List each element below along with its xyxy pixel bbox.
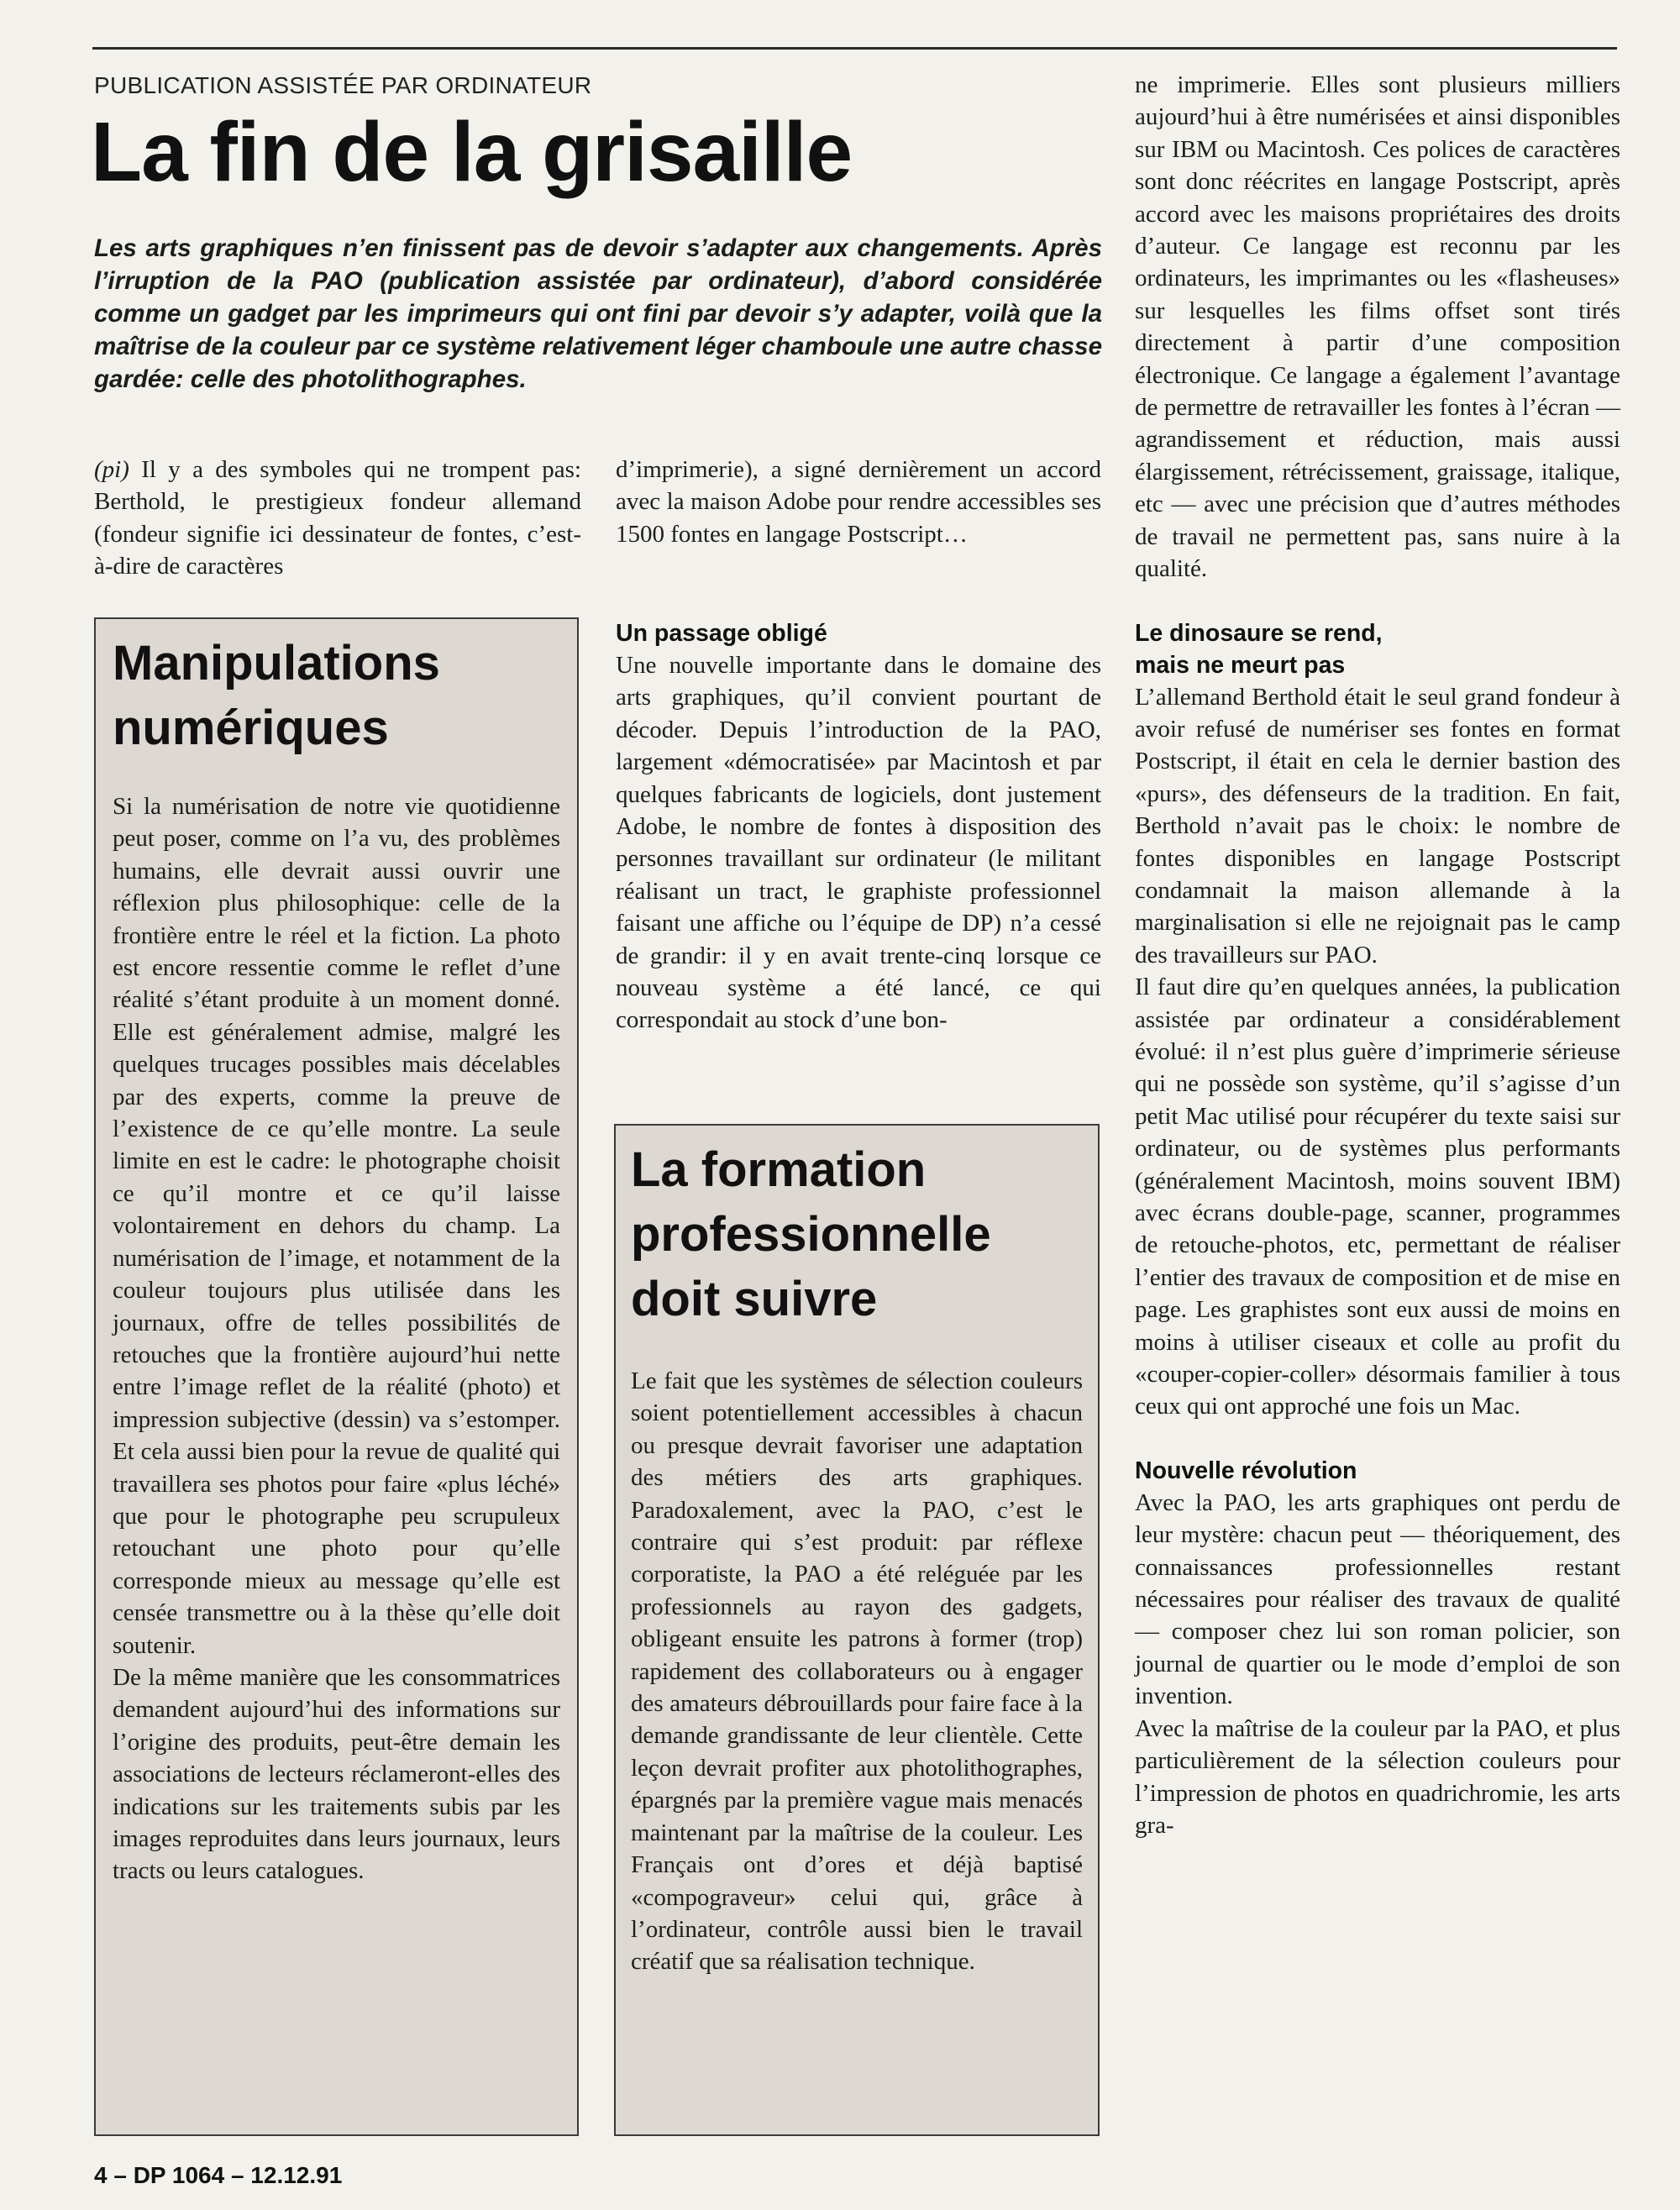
heading-nouvelle-revolution: Nouvelle révolution xyxy=(1135,1457,1357,1484)
box-manipulations-paragraph-1: Si la numérisation de notre vie quotidienne peut poser, comme on l’a vu, des problèmes humains, elle devrait aussi ouvrir une réflexion plus philosophique: celle de la frontière entre le réel et la fiction. La photo est encore ressentie comme le reflet d’une réalité s’étant produite à un moment donné. Elle est généralement admise, malgré les quelques trucages possibles mais décelables par des experts, comme la preuve de l’existence de ce qu’elle montre. La seule limite en est le cadre: le photographe choisit ce qu’il montre et ce qu’il laisse volontairement en dehors du champ. La numérisation de l’image, et notamment de la couleur toujours plus utilisée dans les journaux, offre de telles possibilités de retouches que la frontière aujourd’hui nette entre l’image reflet de la réalité (photo) et impression subjective (dessin) va s’estomper. Et cela aussi bien pour la revue de qualité qui travaillera ses photos pour faire «plus léché» que pour le photographe peu scrupuleux retouchant une photo pour qu’elle corresponde mieux au message qu’elle est censée transmettre ou à la thèse qu’elle doit soutenir. xyxy=(113,793,560,1659)
section-kicker: PUBLICATION ASSISTÉE PAR ORDINATEUR xyxy=(94,72,592,98)
heading-dinosaure-line-2: mais ne meurt pas xyxy=(1135,651,1346,679)
spacer xyxy=(1135,585,1620,617)
sidebar-box-formation xyxy=(614,1124,1100,2136)
box-manipulations-paragraph-2: De la même manière que les consommatrices demandent aujourd’hui des informations sur l’origine des produits, peut-être demain les associations de lecteurs réclameront-elles des indications sur les traitements subis par les images reproduites dans leurs journaux, leurs tracts ou leurs catalogues. xyxy=(113,1663,560,1885)
column-3 xyxy=(1135,69,1620,1841)
heading-passage-oblige: Un passage obligé xyxy=(616,620,827,647)
passage-section xyxy=(616,617,1101,1037)
box-title-manipulations: Manipulations numériques xyxy=(113,636,440,755)
author-byline: (pi) xyxy=(94,456,129,483)
continuation-paragraph: ne imprimerie. Elles sont plusieurs milliers aujourd’hui à être numérisées et ainsi disponibles sur IBM ou Macintosh. Ces polices de caractères sont donc réécrites en langage Postscript, après accord avec les maisons propriétaires des droits d’auteur. Ce langage est reconnu par les ordinateurs, les imprimantes ou les «flasheuses» sur lesquelles les films offset sont tirés directement à partir d’une composition électronique. Ce langage a également l’avantage de permettre de retravailler les fontes à l’écran — agrandissement et réduction, mais aussi élargissement, rétrécissement, graissage, italique, etc — avec une précision que d’autres méthodes de travail ne permettent pas, sans nuire à la qualité. xyxy=(1135,71,1620,583)
page-footer: 4 – DP 1064 – 12.12.91 xyxy=(94,2162,343,2188)
article-lead: Les arts graphiques n’en finissent pas de devoir s’adapter aux changements. Après l’irruption de la PAO (publication assistée par ordinateur), d’abord considérée comme un gadget par les imprimeurs qui ont fini par devoir s’y adapter, voilà que la maîtrise de la couleur par ce système relativement léger chamboule une autre chasse gardée: celle des photolithographes. xyxy=(94,234,1102,393)
box-title-formation: La formation professionnelle doit suivre xyxy=(631,1142,991,1326)
intro-column-2 xyxy=(616,454,1101,550)
box-formation-paragraph: Le fait que les systèmes de sélection couleurs soient potentiellement accessibles à chacun ou presque devrait favoriser une adaptation des métiers des arts graphiques. Paradoxalement, avec la PAO, c’est le contraire qui s’est produit: par réflexe corporatiste, la PAO a été reléguée par les professionnels au rayon des gadgets, obligeant ensuite les patrons à former (trop) rapidement des collaborateurs ou à engager des amateurs débrouillards pour faire face à la demande grandissante de leur clientèle. Cette leçon devrait profiter aux photolithographes, épargnés par la première vague mais menacés maintenant par la maîtrise de la couleur. Les Français ont d’ores et déjà baptisé «compograveur» celui qui, grâce à l’ordinateur, contrôle aussi bien le travail créatif que sa réalisation technique. xyxy=(631,1367,1083,1976)
intro-paragraph-2: d’imprimerie), a signé dernièrement un accord avec la maison Adobe pour rendre accessibles ses 1500 fontes en langage Postscript… xyxy=(616,456,1101,548)
passage-paragraph: Une nouvelle importante dans le domaine des arts graphiques, qu’il convient pourtant de décoder. Depuis l’introduction de la PAO, largement «démocratisée» par Macintosh et par quelques fabricants de logiciels, dont justement Adobe, le nombre de fontes à disposition des personnes travaillant sur ordinateur (le militant réalisant un tract, le graphiste professionnel faisant une affiche ou l’équipe de DP) n’a cessé de grandir: il y en avait trente-cinq lorsque ce nouveau système a été lancé, ce qui correspondait au stock d’une bon- xyxy=(616,652,1101,1034)
revolution-paragraph-1: Avec la PAO, les arts graphiques ont perdu de leur mystère: chacun peut — théoriquement, des connaissances professionnelles restant nécessaires pour réaliser des travaux de qualité — composer chez lui son roman policier, son journal de quartier ou le mode d’emploi de son invention. xyxy=(1135,1488,1620,1710)
dinosaure-paragraph-2: Il faut dire qu’en quelques années, la publication assistée par ordinateur a considérablement évolué: il n’est plus guère d’imprimerie sérieuse qui ne possède son système, qu’il s’agisse d’un petit Mac utilisé pour récupérer du texte saisi sur ordinateur, ou de systèmes plus performants (généralement Macintosh, moins souvent IBM) avec écrans double-page, scanner, programmes de retouche-photos, etc, permettant de réaliser l’entier des travaux de composition et de mise en page. Les graphistes sont eux aussi de moins en moins à utiliser ciseaux et colle au profit du «couper-copier-coller» désormais familier à tous ceux qui ont approché une fois un Mac. xyxy=(1135,974,1620,1420)
revolution-paragraph-2: Avec la maîtrise de la couleur par la PAO, et plus particulièrement de la sélection couleurs pour l’impression de photos en quadrichromie, les arts gra- xyxy=(1135,1714,1620,1839)
intro-column-1 xyxy=(94,454,581,583)
dinosaure-paragraph-1: L’allemand Berthold était le seul grand fondeur à avoir refusé de numériser ses fontes en format Postscript, il était en cela le dernier bastion des «purs», des défenseurs de la tradition. En fait, Berthold n’avait pas le choix: le nombre de fontes disponibles en langage Postscript condamnait la maison allemande à la marginalisation si elle ne rejoignait pas le camp des travailleurs sur PAO. xyxy=(1135,683,1620,969)
intro-text-1: Il y a des symboles qui ne trompent pas: Berthold, le prestigieux fondeur allemand (fondeur signifie ici dessinateur de fontes, c’est-à-dire de caractères xyxy=(94,456,581,580)
top-rule xyxy=(92,47,1617,50)
article-headline: La fin de la grisaille xyxy=(91,105,853,199)
sidebar-box-manipulations xyxy=(94,617,579,2136)
spacer xyxy=(1135,1423,1620,1455)
intro-paragraph-1 xyxy=(94,454,581,583)
heading-dinosaure-line-1: Le dinosaure se rend, xyxy=(1135,619,1383,647)
